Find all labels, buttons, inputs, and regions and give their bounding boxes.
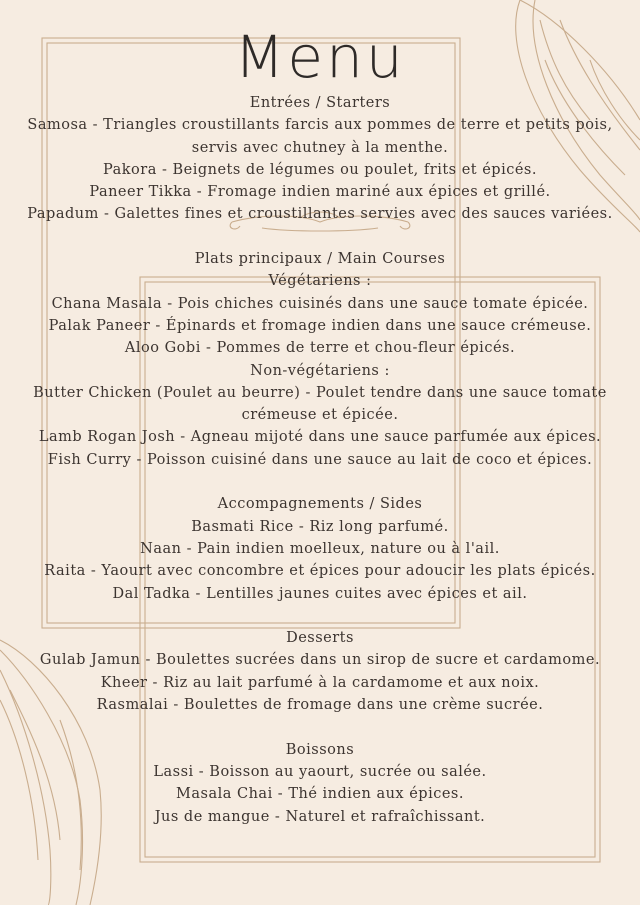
- menu-item: Kheer - Riz au lait parfumé à la cardamome et aux noix.: [100, 674, 540, 691]
- subsection-heading: Végétariens :: [268, 273, 372, 290]
- menu-item: Aloo Gobi - Pommes de terre et chou-fleur épicés.: [124, 340, 516, 357]
- menu-item: Lassi - Boisson au yaourt, sucrée ou salée.: [153, 763, 487, 780]
- menu-title: Menu: [234, 23, 406, 91]
- subsection-heading: Non-végétariens :: [250, 362, 390, 379]
- menu-item: Dal Tadka - Lentilles jaunes cuites avec épices et ail.: [112, 585, 528, 602]
- menu-item: Paneer Tikka - Fromage indien mariné aux épices et grillé.: [89, 184, 551, 201]
- menu-item: Naan - Pain indien moelleux, nature ou à l'ail.: [140, 540, 500, 557]
- menu-item: Butter Chicken (Poulet au beurre) - Poulet tendre dans une sauce tomate crémeuse et épicée.: [33, 384, 607, 424]
- section-heading: Desserts: [286, 630, 354, 647]
- menu-item: Masala Chai - Thé indien aux épices.: [176, 786, 464, 803]
- menu-item: Palak Paneer - Épinards et fromage indien dans une sauce crémeuse.: [48, 317, 592, 334]
- menu-item: Rasmalai - Boulettes de fromage dans une crème sucrée.: [96, 697, 544, 714]
- menu-item: Gulab Jamun - Boulettes sucrées dans un sirop de sucre et cardamome.: [39, 652, 601, 669]
- menu-item: Basmati Rice - Riz long parfumé.: [191, 518, 449, 535]
- menu-item: Chana Masala - Pois chiches cuisinés dans une sauce tomate épicée.: [51, 295, 589, 312]
- section-heading: Plats principaux / Main Courses: [194, 251, 446, 268]
- menu-item: Lamb Rogan Josh - Agneau mijoté dans une sauce parfumée aux épices.: [38, 429, 602, 446]
- section-heading: Boissons: [285, 741, 355, 758]
- menu-content: [0, 92, 640, 828]
- menu-item: Fish Curry - Poisson cuisiné dans une sauce au lait de coco et épices.: [47, 451, 593, 468]
- section-heading: Accompagnements / Sides: [217, 496, 423, 513]
- menu-item: Papadum - Galettes fines et croustillantes servies avec des sauces variées.: [27, 206, 613, 223]
- menu-item: Samosa - Triangles croustillants farcis aux pommes de terre et petits pois, servis avec chutney à la menthe.: [27, 117, 613, 156]
- menu-item: Raita - Yaourt avec concombre et épices pour adoucir les plats épicés.: [44, 563, 596, 580]
- menu-item: Pakora - Beignets de légumes ou poulet, frits et épicés.: [103, 161, 537, 178]
- menu-item: Jus de mangue - Naturel et rafraîchissant.: [154, 808, 486, 825]
- section-heading: Entrées / Starters: [249, 95, 391, 111]
